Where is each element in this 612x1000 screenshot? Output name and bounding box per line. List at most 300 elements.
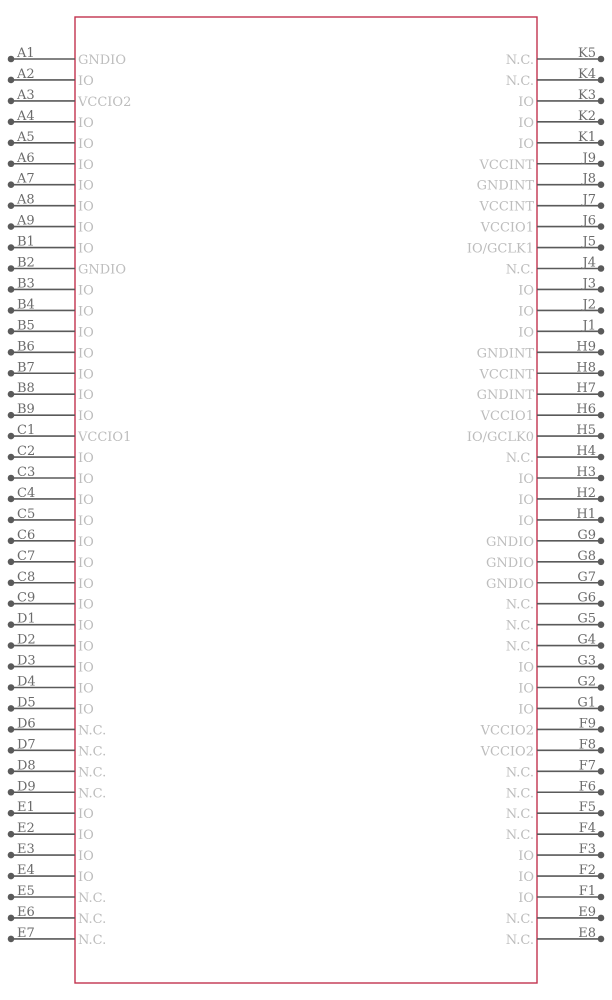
pin-endpoint	[598, 600, 605, 607]
pin-name: VCCIO1	[78, 430, 132, 446]
pin-endpoint	[8, 600, 15, 607]
pin-name: VCCINT	[479, 367, 534, 383]
pin-name: IO	[518, 94, 534, 110]
pin-endpoint	[8, 160, 15, 167]
pin-name: IO	[78, 346, 94, 362]
pin-number: A2	[17, 66, 35, 82]
pin-number: E4	[17, 863, 35, 879]
pin-name: IO	[78, 388, 94, 404]
pin-number: H3	[576, 465, 596, 480]
pin-endpoint	[598, 852, 605, 859]
pin-endpoint	[598, 370, 605, 377]
pin-g3	[518, 654, 604, 676]
pin-number: J1	[582, 318, 596, 334]
pin-a1	[8, 46, 126, 68]
pin-endpoint	[598, 56, 605, 63]
pin-f1	[518, 884, 604, 906]
pin-endpoint	[8, 894, 15, 901]
pin-number: E1	[17, 800, 35, 816]
pin-f4	[506, 821, 605, 843]
pin-name: IO	[78, 618, 94, 634]
pin-endpoint	[598, 265, 605, 272]
pin-number: A6	[17, 150, 35, 166]
pin-number: G3	[577, 653, 596, 669]
pin-number: H6	[576, 402, 596, 418]
pin-number: H9	[576, 339, 596, 355]
pin-name: IO	[78, 136, 94, 152]
pin-a6	[8, 151, 94, 173]
pin-name: N.C.	[505, 53, 534, 68]
pin-a2	[8, 67, 94, 89]
pin-name: VCCIO1	[480, 220, 534, 236]
pin-name: GNDINT	[476, 388, 534, 404]
pin-number: E3	[17, 842, 35, 858]
pin-endpoint	[8, 747, 15, 754]
pin-name: GNDIO	[78, 53, 126, 68]
pin-d6	[8, 716, 107, 738]
pin-name: N.C.	[505, 807, 534, 823]
pin-name: N.C.	[78, 723, 107, 739]
pin-name: IO	[78, 870, 94, 886]
pin-c3	[8, 465, 94, 487]
pin-name: IO	[78, 451, 94, 467]
pin-number: G6	[577, 590, 596, 606]
pin-number: J3	[582, 276, 596, 292]
pin-number: B7	[17, 360, 35, 376]
pin-number: J2	[582, 297, 596, 313]
pin-endpoint	[598, 810, 605, 817]
pin-endpoint	[8, 328, 15, 335]
pin-name: IO	[78, 157, 94, 173]
pin-number: K4	[578, 66, 596, 82]
pin-number: H8	[576, 360, 596, 376]
pin-name: IO	[78, 220, 94, 236]
pin-number: H5	[576, 423, 596, 439]
pin-c5	[8, 507, 94, 529]
pin-endpoint	[598, 747, 605, 754]
pin-name: IO	[78, 702, 94, 718]
pin-number: B6	[17, 339, 35, 355]
right-pin-column	[467, 46, 604, 948]
pin-b3	[8, 276, 94, 298]
pin-name: IO	[78, 639, 94, 655]
pin-name: VCCIO1	[480, 409, 534, 425]
pin-e1	[8, 800, 94, 822]
pin-endpoint	[8, 223, 15, 230]
pin-name: IO	[78, 304, 94, 320]
pin-number: D6	[17, 716, 36, 732]
pin-name: IO	[78, 534, 94, 550]
pin-e6	[8, 905, 107, 927]
pin-endpoint	[598, 328, 605, 335]
pin-number: H7	[576, 381, 596, 397]
pin-name: IO	[78, 660, 94, 676]
pin-endpoint	[598, 873, 605, 880]
pin-e2	[8, 821, 94, 843]
pin-name: N.C.	[78, 744, 107, 760]
pin-endpoint	[8, 810, 15, 817]
pin-endpoint	[8, 307, 15, 314]
pin-number: A8	[17, 192, 35, 208]
pin-name: IO	[518, 702, 534, 718]
pin-number: F6	[578, 779, 596, 795]
pin-endpoint	[8, 181, 15, 188]
pin-k3	[518, 88, 604, 110]
pin-name: IO	[78, 73, 94, 89]
pin-d7	[8, 737, 107, 759]
pin-name: N.C.	[505, 451, 534, 467]
pin-a5	[8, 130, 94, 152]
pin-endpoint	[8, 412, 15, 419]
pin-endpoint	[598, 831, 605, 838]
pin-number: G4	[577, 632, 596, 648]
pin-number: B9	[17, 402, 35, 418]
pin-name: N.C.	[78, 765, 107, 781]
pin-name: IO	[78, 555, 94, 571]
pin-c1	[8, 423, 132, 445]
pin-b6	[8, 339, 94, 361]
pin-name: IO	[518, 492, 534, 508]
pin-number: H1	[576, 506, 596, 522]
pin-number: D3	[17, 653, 36, 669]
pin-d1	[8, 612, 94, 634]
pin-endpoint	[598, 789, 605, 796]
pin-number: B4	[17, 297, 35, 313]
pin-name: N.C.	[505, 932, 534, 948]
pin-name: IO	[78, 178, 94, 194]
pin-endpoint	[8, 77, 15, 84]
pin-b7	[8, 360, 94, 382]
pin-h1	[518, 507, 604, 529]
pin-f9	[480, 716, 605, 738]
pin-endpoint	[598, 894, 605, 901]
pin-name: IO	[78, 849, 94, 865]
pin-g5	[506, 612, 605, 634]
pin-number: E7	[17, 925, 35, 941]
pin-name: N.C.	[505, 786, 534, 802]
pin-number: B5	[17, 318, 35, 334]
pin-a4	[8, 109, 94, 131]
pin-endpoint	[598, 559, 605, 566]
pin-name: GNDINT	[476, 346, 534, 362]
pin-number: J8	[582, 171, 596, 187]
pin-endpoint	[598, 307, 605, 314]
pin-number: K2	[578, 108, 596, 124]
pin-number: H2	[576, 485, 596, 501]
pin-name: IO	[78, 576, 94, 592]
pin-endpoint	[8, 349, 15, 356]
pin-number: D2	[17, 632, 36, 648]
pin-number: J5	[582, 234, 596, 250]
pin-number: F2	[578, 863, 596, 879]
pin-name: VCCIO2	[480, 744, 534, 760]
pin-endpoint	[8, 56, 15, 63]
pin-b9	[8, 402, 94, 424]
left-pin-column	[8, 46, 132, 948]
pin-endpoint	[8, 370, 15, 377]
pin-f7	[506, 758, 605, 780]
pin-number: D7	[17, 737, 36, 753]
pin-b2	[8, 256, 126, 278]
pin-number: D9	[17, 779, 36, 795]
pin-number: K3	[578, 87, 596, 103]
pin-endpoint	[598, 160, 605, 167]
pin-e5	[8, 884, 107, 906]
pin-g2	[518, 675, 604, 697]
pin-name: VCCIO2	[480, 723, 534, 739]
pin-f8	[480, 737, 605, 759]
pin-endpoint	[598, 454, 605, 461]
pin-endpoint	[8, 265, 15, 272]
pin-endpoint	[8, 538, 15, 545]
pin-b1	[8, 235, 94, 257]
pin-number: J9	[582, 150, 596, 166]
pin-endpoint	[598, 244, 605, 251]
pin-h6	[480, 402, 605, 424]
pin-endpoint	[598, 77, 605, 84]
pin-name: N.C.	[78, 911, 107, 927]
pin-number: F7	[578, 758, 596, 774]
pin-g1	[518, 695, 604, 717]
pin-number: F1	[578, 884, 596, 899]
pin-number: C9	[17, 590, 36, 606]
pin-endpoint	[598, 433, 605, 440]
pin-number: G1	[577, 695, 596, 711]
pin-name: N.C.	[78, 932, 107, 948]
pin-b5	[8, 318, 94, 340]
pin-name: IO	[518, 849, 534, 865]
pin-a3	[8, 88, 132, 110]
pin-endpoint	[598, 349, 605, 356]
pin-a8	[8, 193, 94, 215]
pin-endpoint	[8, 244, 15, 251]
pin-number: B2	[17, 255, 35, 271]
pin-number: D1	[17, 611, 36, 627]
pin-endpoint	[598, 391, 605, 398]
pin-number: G7	[577, 569, 596, 585]
pin-endpoint	[8, 621, 15, 628]
pin-endpoint	[8, 789, 15, 796]
pin-d2	[8, 633, 94, 655]
pin-endpoint	[8, 119, 15, 126]
pin-number: F4	[578, 821, 596, 837]
pin-name: N.C.	[505, 618, 534, 634]
pin-number: E8	[578, 925, 596, 941]
pin-endpoint	[8, 936, 15, 943]
pin-name: GNDINT	[476, 178, 534, 194]
pin-number: C8	[17, 569, 36, 585]
pin-name: IO	[518, 681, 534, 697]
pin-h7	[477, 381, 605, 403]
pin-k1	[518, 130, 604, 152]
pin-b4	[8, 297, 94, 319]
pin-number: A9	[17, 213, 35, 229]
pin-g6	[506, 591, 605, 613]
pin-name: N.C.	[505, 262, 534, 278]
pin-endpoint	[598, 663, 605, 670]
pin-name: N.C.	[505, 597, 534, 613]
pin-h9	[477, 339, 605, 361]
pin-k2	[518, 109, 604, 131]
pin-g7	[486, 570, 604, 592]
pin-endpoint	[8, 684, 15, 691]
pin-name: IO	[78, 115, 94, 131]
pin-endpoint	[598, 705, 605, 712]
pin-endpoint	[598, 412, 605, 419]
pin-endpoint	[598, 579, 605, 586]
pin-f5	[506, 800, 605, 822]
pin-name: N.C.	[78, 891, 107, 906]
pin-j8	[477, 172, 605, 194]
pin-number: J4	[582, 255, 596, 271]
pin-name: IO	[518, 870, 534, 886]
pin-endpoint	[8, 663, 15, 670]
pin-f6	[506, 779, 605, 801]
pin-name: IO	[78, 492, 94, 508]
pin-number: E5	[17, 884, 35, 899]
pin-number: A7	[17, 171, 35, 187]
pin-d5	[8, 695, 94, 717]
pin-endpoint	[598, 684, 605, 691]
pin-endpoint	[598, 726, 605, 733]
pin-name: N.C.	[78, 786, 107, 802]
pin-name: IO	[518, 283, 534, 299]
pin-endpoint	[598, 140, 605, 147]
pin-number: A4	[17, 108, 35, 124]
pin-name: IO	[78, 325, 94, 341]
pin-name: IO	[78, 199, 94, 215]
pin-endpoint	[598, 475, 605, 482]
pin-endpoint	[8, 915, 15, 922]
pin-f2	[518, 863, 604, 885]
pin-g8	[486, 549, 604, 571]
pin-h4	[506, 444, 605, 466]
pin-number: J6	[582, 213, 596, 229]
pin-d9	[8, 779, 107, 801]
pin-number: F5	[578, 800, 596, 816]
pin-h5	[467, 423, 604, 445]
pin-number: J7	[582, 192, 596, 208]
pin-number: G5	[577, 611, 596, 627]
pin-endpoint	[8, 726, 15, 733]
pin-f3	[518, 842, 604, 864]
pin-endpoint	[8, 475, 15, 482]
pin-e8	[506, 926, 605, 948]
pin-b8	[8, 381, 94, 403]
pin-name: N.C.	[505, 911, 534, 927]
pin-name: IO	[78, 597, 94, 613]
pin-number: D5	[17, 695, 36, 711]
pin-endpoint	[8, 202, 15, 209]
pin-name: IO	[78, 681, 94, 697]
pin-j4	[506, 256, 605, 278]
pin-name: VCCIO2	[78, 94, 132, 110]
pin-number: C1	[17, 423, 36, 439]
pin-number: E2	[17, 821, 35, 837]
pin-endpoint	[8, 852, 15, 859]
pin-name: IO	[78, 828, 94, 844]
pin-number: B3	[17, 276, 35, 292]
pin-e9	[506, 905, 605, 927]
pin-j9	[479, 151, 605, 173]
pin-endpoint	[8, 391, 15, 398]
pin-number: H4	[576, 444, 596, 460]
pin-k5	[506, 46, 605, 68]
pin-c8	[8, 570, 94, 592]
pin-e3	[8, 842, 94, 864]
pin-name: GNDIO	[78, 262, 126, 278]
pin-endpoint	[8, 579, 15, 586]
pin-name: IO	[518, 136, 534, 152]
pin-c4	[8, 486, 94, 508]
pin-c6	[8, 528, 94, 550]
pin-endpoint	[8, 140, 15, 147]
pin-endpoint	[598, 202, 605, 209]
pin-number: G8	[577, 548, 596, 564]
pin-endpoint	[8, 705, 15, 712]
pin-name: IO	[518, 472, 534, 487]
pin-number: A3	[17, 87, 35, 103]
pin-h3	[518, 465, 604, 487]
pin-name: N.C.	[505, 639, 534, 655]
pin-number: K5	[578, 46, 596, 61]
pin-d3	[8, 654, 94, 676]
pin-number: C7	[17, 548, 36, 564]
pin-name: IO	[78, 241, 94, 257]
pin-number: D8	[17, 758, 36, 774]
pin-endpoint	[598, 621, 605, 628]
pin-name: IO	[78, 472, 94, 487]
pin-endpoint	[8, 496, 15, 503]
pin-name: GNDIO	[486, 534, 534, 550]
pin-name: IO	[518, 115, 534, 131]
pin-endpoint	[8, 831, 15, 838]
pin-number: K1	[578, 129, 596, 145]
pin-d4	[8, 675, 94, 697]
pin-number: B8	[17, 381, 35, 397]
pin-number: C5	[17, 506, 36, 522]
pin-endpoint	[8, 559, 15, 566]
pin-number: D4	[17, 674, 36, 690]
pin-name: VCCINT	[479, 199, 534, 215]
pin-endpoint	[598, 517, 605, 524]
pin-endpoint	[598, 181, 605, 188]
pin-j6	[480, 214, 605, 236]
pin-name: IO	[518, 304, 534, 320]
pin-name: IO	[518, 513, 534, 529]
pin-endpoint	[598, 538, 605, 545]
pin-number: E9	[578, 904, 596, 920]
pin-endpoint	[8, 517, 15, 524]
pin-endpoint	[598, 286, 605, 293]
pin-name: GNDIO	[486, 576, 534, 592]
pin-a9	[8, 214, 94, 236]
pin-endpoint	[8, 642, 15, 649]
pin-number: E6	[17, 904, 35, 920]
pin-number: G2	[577, 674, 596, 690]
pin-endpoint	[598, 98, 605, 105]
pin-j5	[467, 235, 604, 257]
pin-name: IO	[78, 409, 94, 425]
pin-number: C6	[17, 527, 36, 543]
pin-endpoint	[8, 873, 15, 880]
pin-number: C2	[17, 444, 36, 460]
pin-number: F3	[578, 842, 596, 858]
pin-name: IO/GCLK0	[466, 430, 534, 446]
pin-name: N.C.	[505, 828, 534, 844]
pin-endpoint	[8, 286, 15, 293]
pin-j3	[518, 276, 604, 298]
